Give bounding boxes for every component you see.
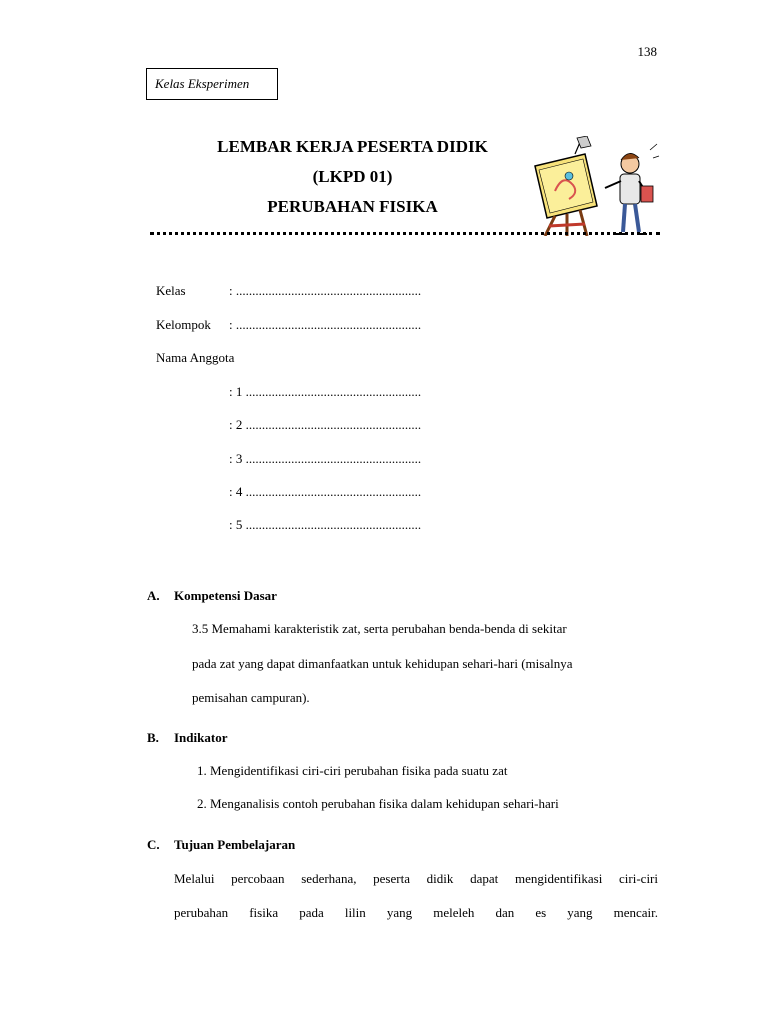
section-a-line-3: pemisahan campuran).: [192, 690, 310, 705]
section-a-line-2: pada zat yang dapat dimanfaatkan untuk kehidupan sehari-hari (misalnya: [192, 656, 573, 671]
class-label-box: [146, 68, 278, 100]
member-field-3[interactable]: : 3 ......................................................: [229, 451, 422, 466]
kelompok-field[interactable]: : .........................................................: [229, 317, 422, 332]
title-divider: [150, 232, 660, 235]
section-a-letter: A.: [147, 588, 160, 603]
section-c-title: Tujuan Pembelajaran: [174, 837, 296, 852]
section-b-letter: B.: [147, 730, 159, 745]
section-a-line-1: 3.5 Memahami karakteristik zat, serta perubahan benda-benda di sekitar: [192, 621, 567, 636]
member-field-1[interactable]: : 1 ......................................................: [229, 384, 422, 399]
indicator-item-1: 1. Mengidentifikasi ciri-ciri perubahan fisika pada suatu zat: [197, 763, 508, 778]
section-c-letter: C.: [147, 837, 160, 852]
section-c-line-1: Melalui percobaan sederhana, peserta didik dapat mengidentifikasi ciri-ciri: [174, 871, 658, 886]
indicator-item-2: 2. Menganalisis contoh perubahan fisika dalam kehidupan sehari-hari: [197, 796, 559, 811]
title-line-1: LEMBAR KERJA PESERTA DIDIK: [217, 137, 488, 156]
kelas-field[interactable]: : .........................................................: [229, 283, 422, 298]
member-field-2[interactable]: : 2 ......................................................: [229, 417, 422, 432]
kelas-label: Kelas: [156, 283, 186, 298]
section-b-title: Indikator: [174, 730, 228, 745]
page-number: 138: [637, 44, 657, 59]
class-label: Kelas Eksperimen: [155, 76, 250, 91]
artist-easel-illustration: [525, 136, 660, 236]
title-line-2: (LKPD 01): [312, 167, 393, 186]
title-line-3: PERUBAHAN FISIKA: [267, 197, 438, 216]
member-field-5[interactable]: : 5 ......................................................: [229, 517, 422, 532]
section-c-line-2: perubahan fisika pada lilin yang meleleh dan es yang mencair.: [174, 905, 658, 920]
section-a-title: Kompetensi Dasar: [174, 588, 277, 603]
kelompok-label: Kelompok: [156, 317, 211, 332]
member-field-4[interactable]: : 4 ......................................................: [229, 484, 422, 499]
nama-anggota-label: Nama Anggota: [156, 350, 235, 365]
